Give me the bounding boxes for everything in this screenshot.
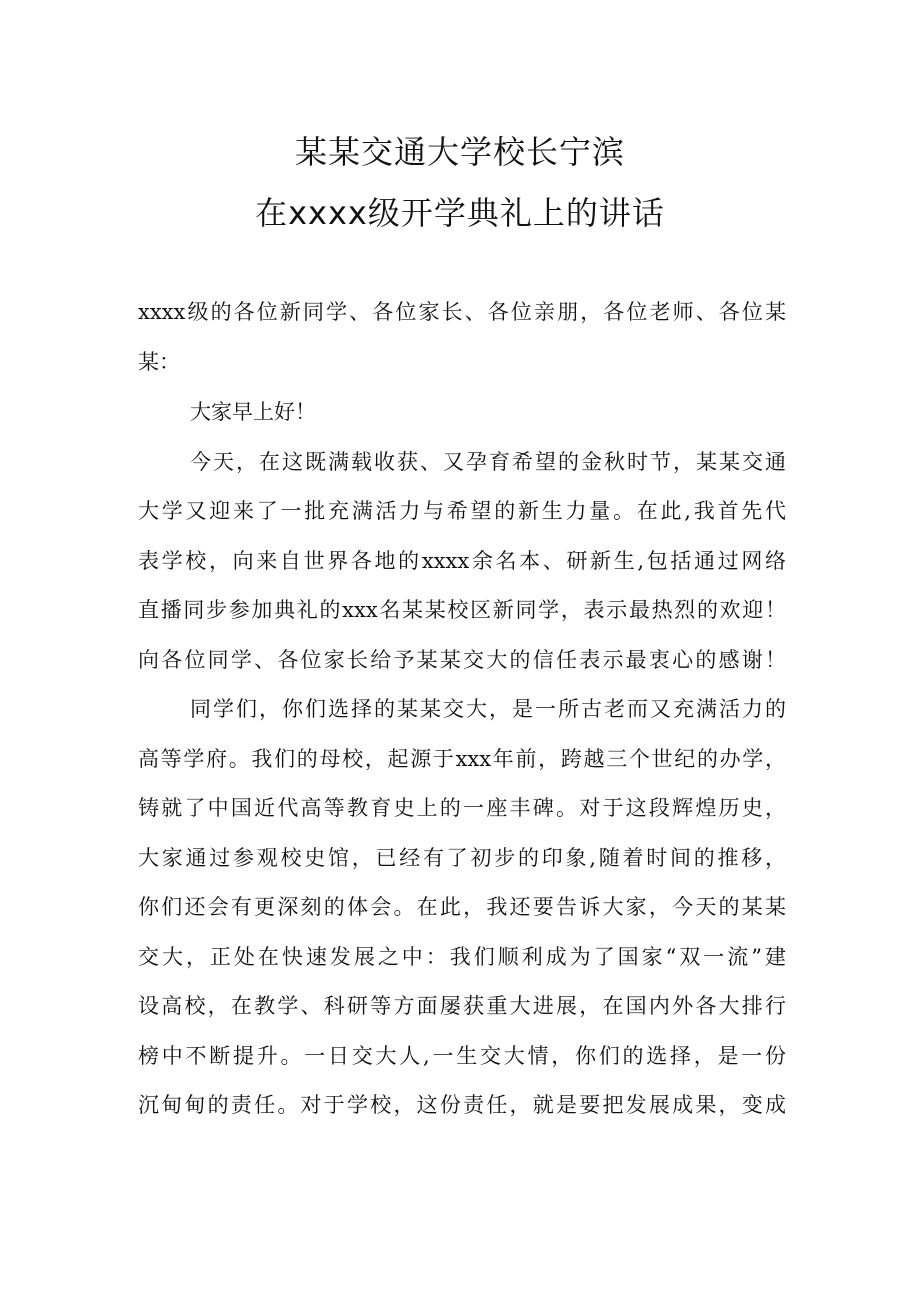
body-line: 表学校，向来自世界各地的xxxx余名本、研新生,包括通过网络 <box>138 549 786 573</box>
body-line: 交大，正处在快速发展之中：我们顺利成为了国家“双一流”建 <box>138 945 786 969</box>
body-line: 铸就了中国近代高等教育史上的一座丰碑。对于这段辉煌历史， <box>138 796 786 820</box>
document-title-line-1: 某某交通大学校长宁滨 <box>294 133 625 171</box>
body-line: 今天，在这既满载收获、又孕育希望的金秋时节，某某交通 <box>190 450 786 474</box>
body-line: xxxx级的各位新同学、各位家长、各位亲朋，各位老师、各位某 <box>138 300 786 324</box>
document-title-line-2: 在xxxx级开学典礼上的讲话 <box>255 194 665 232</box>
body-line: 大学又迎来了一批充满活力与希望的新生力量。在此,我首先代 <box>138 499 786 523</box>
body-line: 沉甸甸的责任。对于学校，这份责任，就是要把发展成果，变成 <box>138 1093 786 1117</box>
body-line: 大家早上好！ <box>190 400 316 424</box>
body-line: 设高校，在教学、科研等方面屡获重大进展，在国内外各大排行 <box>138 994 786 1018</box>
body-line: 高等学府。我们的母校，起源于xxx年前，跨越三个世纪的办学， <box>138 747 786 771</box>
body-line: 直播同步参加典礼的xxx名某某校区新同学，表示最热烈的欢迎！ <box>138 598 786 622</box>
body-line: 大家通过参观校史馆，已经有了初步的印象,随着时间的推移， <box>138 846 786 870</box>
body-line: 榜中不断提升。一日交大人,一生交大情，你们的选择，是一份 <box>138 1044 786 1068</box>
body-line: 同学们，你们选择的某某交大，是一所古老而又充满活力的 <box>190 697 786 721</box>
body-line: 某： <box>138 350 180 374</box>
body-line: 向各位同学、各位家长给予某某交大的信任表示最衷心的感谢！ <box>138 648 786 672</box>
body-line: 你们还会有更深刻的体会。在此，我还要告诉大家，今天的某某 <box>138 895 786 919</box>
